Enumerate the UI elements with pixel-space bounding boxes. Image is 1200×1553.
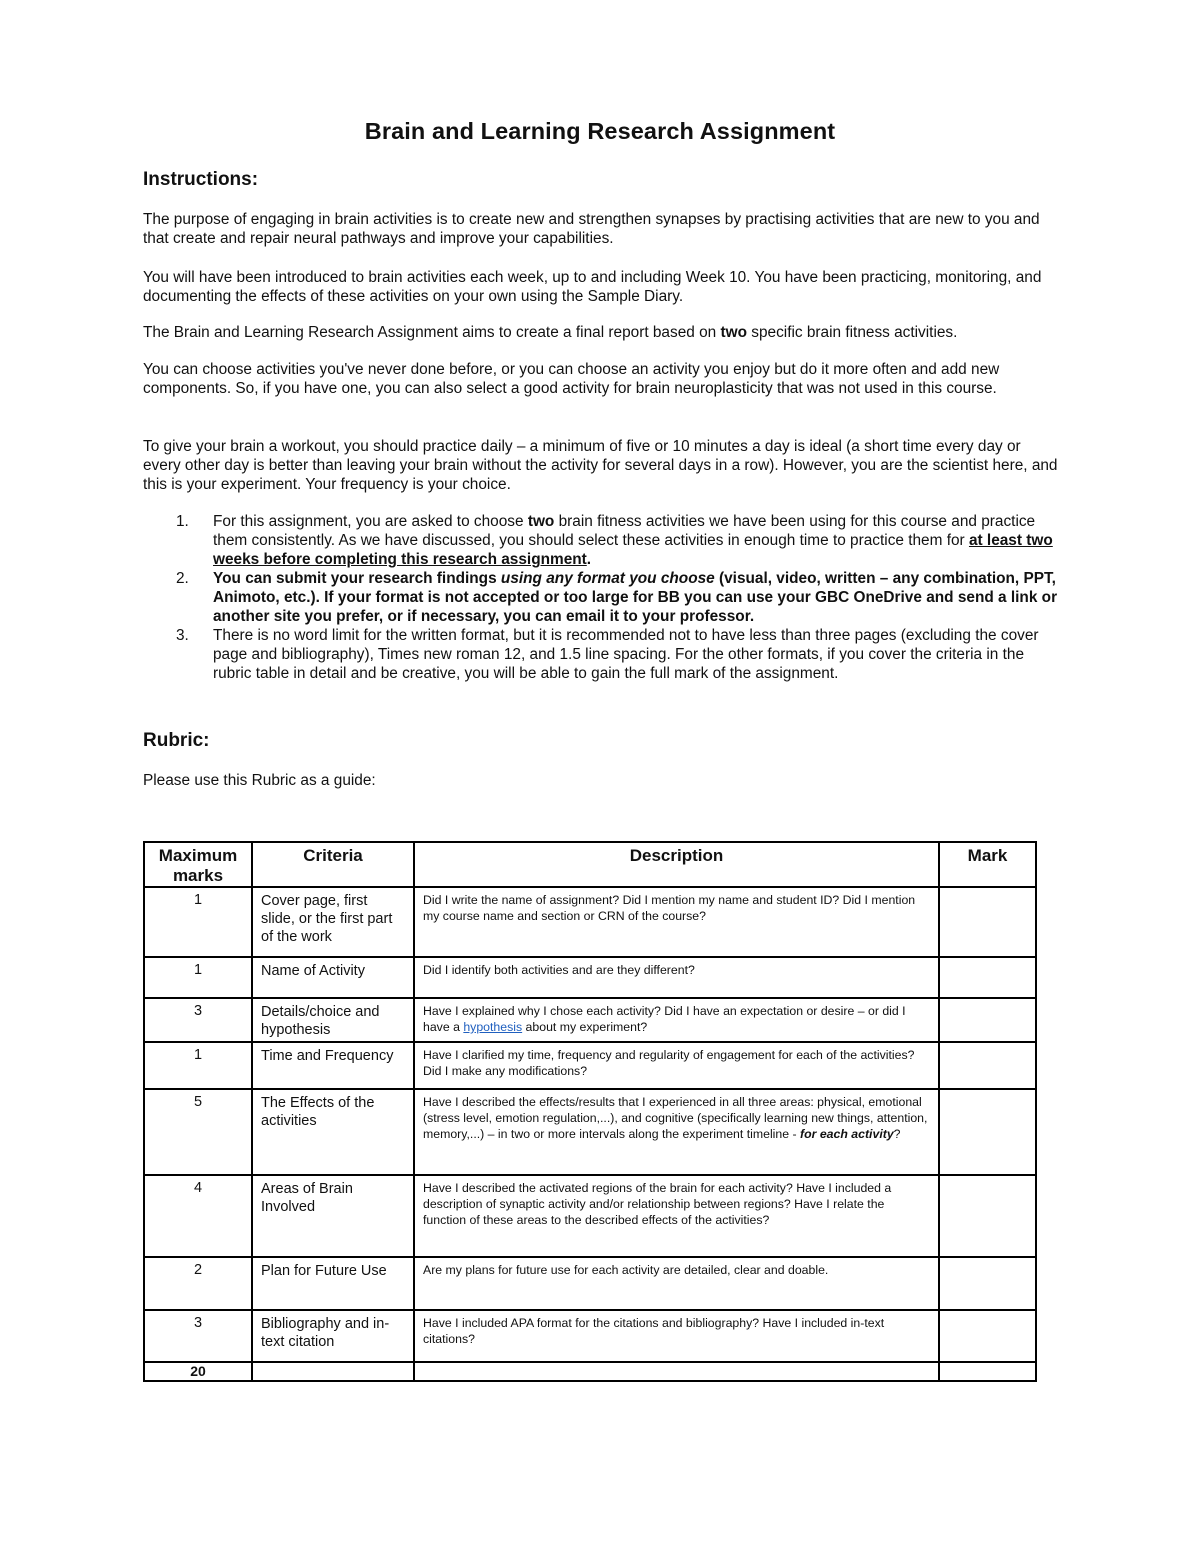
row-description: Are my plans for future use for each activity are detailed, clear and doable.: [414, 1257, 939, 1310]
list-bold: two: [527, 513, 555, 530]
total-criteria-cell: [252, 1362, 414, 1381]
row-max-marks: 1: [144, 1042, 252, 1089]
row-mark-cell[interactable]: [939, 1042, 1036, 1089]
row-criteria: Cover page, first slide, or the first part of the work: [252, 887, 414, 957]
row-criteria: Areas of Brain Involved: [252, 1175, 414, 1257]
row-description: Did I identify both activities and are they different?: [414, 957, 939, 998]
row-description: [414, 1089, 939, 1175]
table-row: [144, 887, 1036, 957]
list-text: For this assignment, you are asked to choose: [213, 513, 528, 530]
row-criteria: Time and Frequency: [252, 1042, 414, 1089]
row-description: Did I write the name of assignment? Did I mention my name and student ID? Did I mention my course name and section or CRN of the course?: [414, 887, 939, 957]
list-text: brain fitness activities we have been using for this course and practice them consistently. As we have discussed, you should select these activities in enough time to practice them for: [213, 513, 1036, 549]
header-mark: Mark: [939, 842, 1036, 887]
table-total-row: [144, 1362, 1036, 1381]
table-row: [144, 1257, 1036, 1310]
row-description: Have I clarified my time, frequency and regularity of engagement for each of the activities? Did I make any modifications?: [414, 1042, 939, 1089]
row-description: Have I described the activated regions of the brain for each activity? Have I included a description of synaptic activity and/or relationship between regions? Have I relate the function of these areas to the described effects of the activities?: [414, 1175, 939, 1257]
row-criteria: Name of Activity: [252, 957, 414, 998]
table-row: [144, 998, 1036, 1042]
row-description: Have I included APA format for the citations and bibliography? Have I included in-text citations?: [414, 1310, 939, 1362]
row-criteria: The Effects of the activities: [252, 1089, 414, 1175]
list-bold-italic: using any format you choose: [500, 570, 715, 587]
list-number: 1.: [176, 513, 189, 530]
row-max-marks: 3: [144, 998, 252, 1042]
rubric-heading: Rubric:: [143, 730, 210, 751]
row-description-text: Have I described the effects/results that I experienced in all three areas: physical, emotional (stress level, emotion regulation,...), and cognitive (specifically learning new things, attention, memory,...) – in two or more intervals along the experiment timeline -: [423, 1095, 928, 1141]
list-text: There is no word limit for the written format, but it is recommended not to have less than three pages (excluding the cover page and bibliography), Times new roman 12, and 1.5 line spacing. For the other formats, if you cover the criteria in the rubric table in detail and be creative, you will be able to gain the full mark of the assignment.: [213, 627, 1039, 682]
list-bold: You can submit your research findings: [213, 570, 501, 587]
table-header-row: [144, 842, 1036, 887]
table-row: [144, 1089, 1036, 1175]
header-max-marks: Maximum marks: [144, 842, 252, 887]
list-underlined-emphasis: at least two weeks before completing this research assignment: [213, 532, 1053, 568]
rubric-table: [143, 841, 1037, 1382]
row-description-text: about my experiment?: [522, 1020, 648, 1034]
row-max-marks: 3: [144, 1310, 252, 1362]
total-marks: 20: [144, 1362, 252, 1381]
table-row: [144, 1175, 1036, 1257]
row-mark-cell[interactable]: [939, 998, 1036, 1042]
row-description-text: ?: [893, 1127, 901, 1141]
paragraph-introduced: You will have been introduced to brain activities each week, up to and including Week 10. You have been practicing, monitoring, and documenting the effects of these activities on your own using the Sample Diary.: [143, 269, 1042, 305]
row-mark-cell[interactable]: [939, 957, 1036, 998]
paragraph-aims-bold: two: [720, 324, 747, 341]
assignment-list: [143, 512, 1063, 683]
hypothesis-link[interactable]: hypothesis: [463, 1020, 523, 1034]
row-max-marks: 4: [144, 1175, 252, 1257]
paragraph-aims: [143, 323, 1058, 342]
table-row: [144, 1042, 1036, 1089]
page-title: Brain and Learning Research Assignment: [364, 118, 836, 144]
paragraph-workout: To give your brain a workout, you should practice daily – a minimum of five or 10 minutes a day is ideal (a short time every day or every other day is better than leaving your brain without the activity for several days in a row). However, you are the scientist here, and this is your experiment. Your frequency is your choice.: [143, 438, 1058, 493]
list-bold: (visual, video, written – any combination, PPT, Animoto, etc.). If your format is not accepted or too large for BB you can use your GBC OneDrive and send a link or another site you prefer, or if necessary, you can email it to your professor.: [213, 570, 1058, 625]
row-description: [414, 998, 939, 1042]
row-mark-cell[interactable]: [939, 1175, 1036, 1257]
row-criteria: Plan for Future Use: [252, 1257, 414, 1310]
list-item: [143, 512, 1063, 569]
header-criteria: Criteria: [252, 842, 414, 887]
paragraph-aims-text: The Brain and Learning Research Assignment aims to create a final report based on: [143, 324, 721, 341]
paragraph-aims-text-end: specific brain fitness activities.: [746, 324, 958, 341]
table-row: [144, 957, 1036, 998]
row-criteria: Bibliography and in-text citation: [252, 1310, 414, 1362]
row-max-marks: 2: [144, 1257, 252, 1310]
list-item: [143, 626, 1063, 683]
rubric-intro: Please use this Rubric as a guide:: [143, 772, 376, 789]
list-item: [143, 569, 1063, 626]
total-mark-cell[interactable]: [939, 1362, 1036, 1381]
row-mark-cell[interactable]: [939, 1310, 1036, 1362]
list-number: 2.: [176, 570, 189, 587]
row-mark-cell[interactable]: [939, 1089, 1036, 1175]
row-mark-cell[interactable]: [939, 887, 1036, 957]
paragraph-purpose: The purpose of engaging in brain activities is to create new and strengthen synapses by practising activities that are new to you and that create and repair neural pathways and improve your capabilities.: [143, 211, 1040, 247]
row-description-emphasis: for each activity: [800, 1127, 894, 1141]
instructions-heading: Instructions:: [143, 169, 259, 190]
list-text: .: [586, 551, 592, 568]
row-max-marks: 1: [144, 957, 252, 998]
header-description: Description: [414, 842, 939, 887]
row-max-marks: 5: [144, 1089, 252, 1175]
row-description-text: Have I explained why I chose each activity? Did I have an expectation or desire – or did I have a: [423, 1004, 906, 1034]
list-number: 3.: [176, 627, 189, 644]
row-criteria: Details/choice and hypothesis: [252, 998, 414, 1042]
paragraph-choose-activities: You can choose activities you've never done before, or you can choose an activity you enjoy but do it more often and add new components. So, if you have one, you can also select a good activity for brain neuroplasticity that was not used in this course.: [143, 361, 1000, 397]
total-description-cell: [414, 1362, 939, 1381]
table-row: [144, 1310, 1036, 1362]
row-mark-cell[interactable]: [939, 1257, 1036, 1310]
row-max-marks: 1: [144, 887, 252, 957]
